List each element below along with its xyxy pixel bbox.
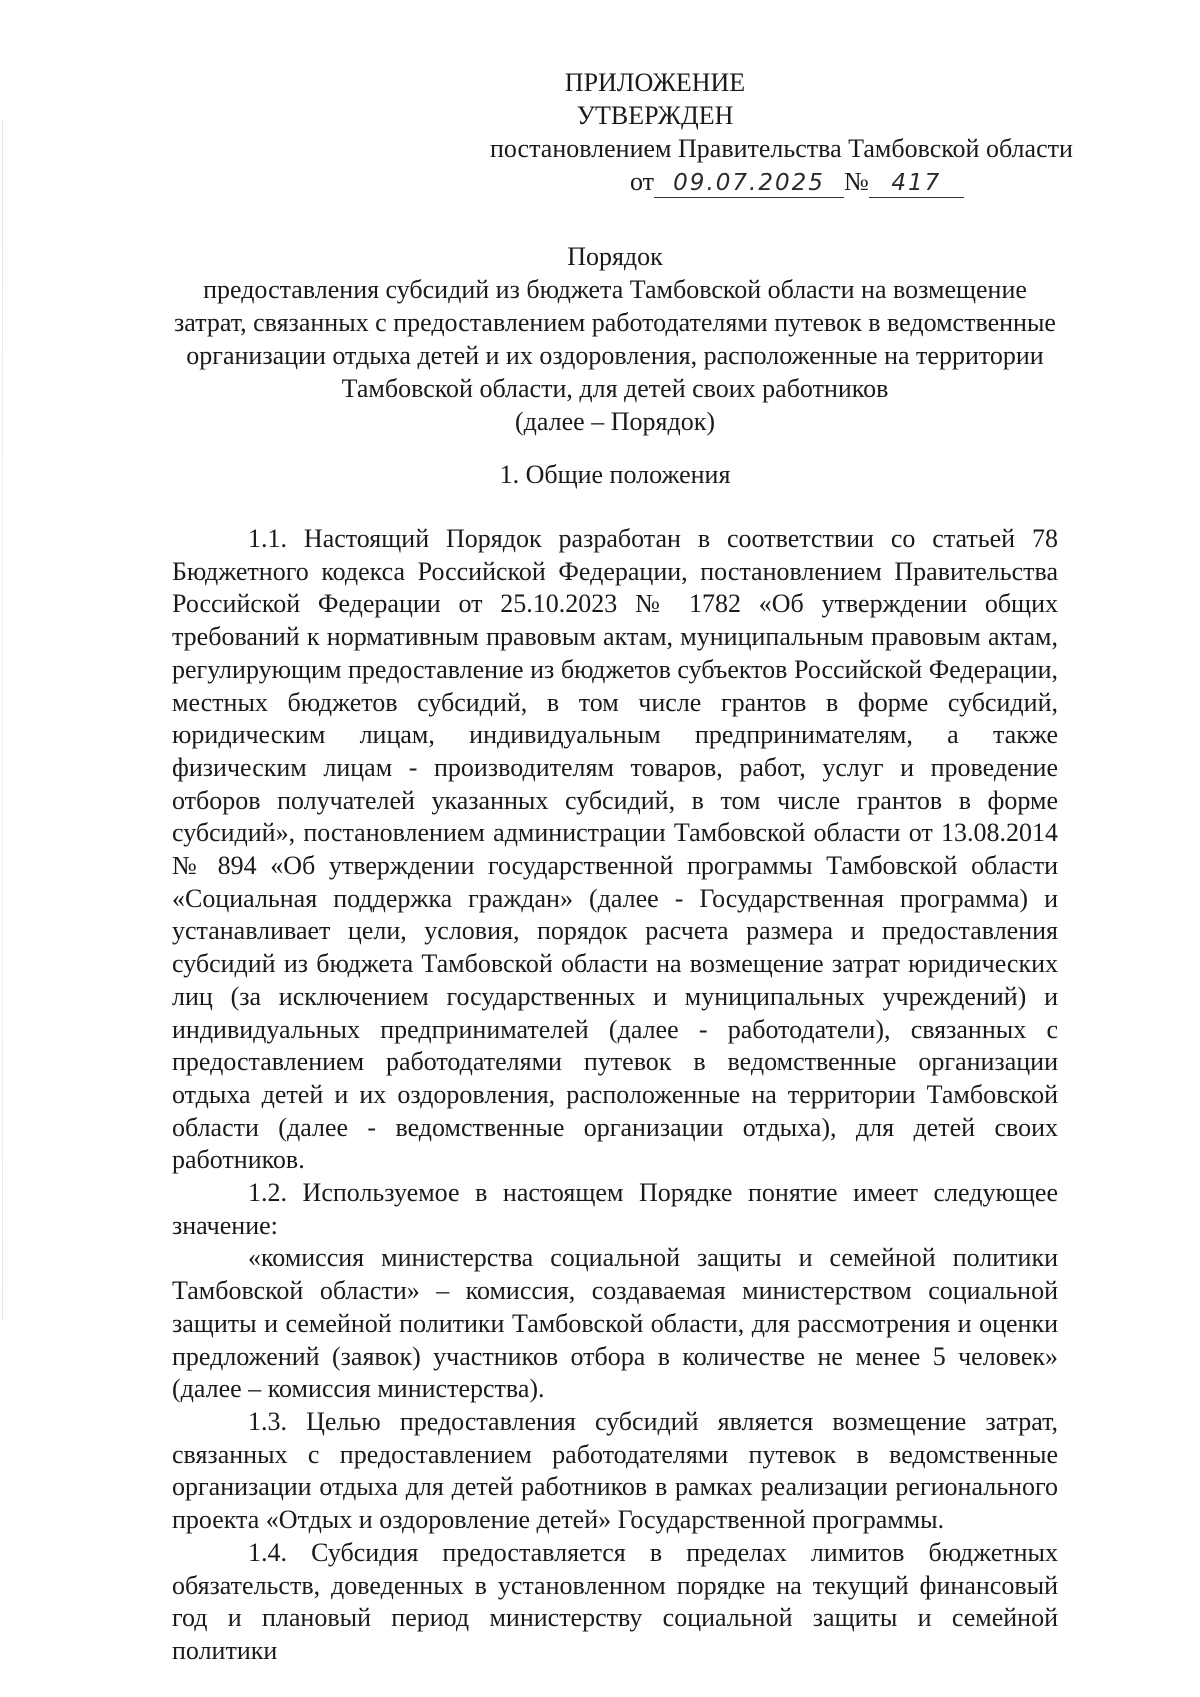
title-line-1: Порядок [567,242,663,271]
paragraph-1-4: 1.4. Субсидия предоставляется в пределах лимитов бюджетных обязательств, доведенных в установленном порядке на текущий финансовый год и плановый период министерству социальной защиты и семейной политики [172,1537,1058,1665]
handwritten-number: 417 [869,169,964,198]
title-line-6: (далее – Порядок) [515,407,715,436]
paragraph-1-2: 1.2. Используемое в настоящем Порядке понятие имеет следующее значение: [172,1178,1058,1240]
approved-label: УТВЕРЖДЕН [576,101,734,130]
paragraph-1-3: 1.3. Целью предоставления субсидий является возмещение затрат, связанных с предоставлением работодателями путевок в ведомственные организации отдыха для детей работников в рамках реализации регионального проекта «Отдых и оздоровление детей» Государственной программы. [172,1406,1058,1535]
title-line-2: предоставления субсидий из бюджета Тамбовской области на возмещение [203,275,1027,304]
paragraph-definition: «комиссия министерства социальной защиты и семейной политики Тамбовской области» – комиссия, создаваемая министерством социальной защиты и семейной политики Тамбовской области, для рассмотрения и оценки предложений (заявок) участников отбора в количестве не менее 5 человек» (далее – комиссия министерства). [172,1243,1058,1404]
section-heading: 1. Общие положения [499,460,731,489]
handwritten-date: 09.07.2025 [654,169,844,198]
decree-date-line [630,165,1130,198]
decree-label: постановлением Правительства Тамбовской области [490,134,1073,163]
title-line-4: организации отдыха детей и их оздоровления, расположенные на территории [186,341,1044,370]
approval-header [490,66,1130,198]
scan-edge [2,120,3,1320]
title-line-3: затрат, связанных с предоставлением работодателями путевок в ведомственные [174,308,1056,337]
document-title [170,240,1060,438]
number-label: № [844,167,869,196]
paragraph-1-1: 1.1. Настоящий Порядок разработан в соответствии со статьей 78 Бюджетного кодекса Российской Федерации, постановлением Правительства Российской Федерации от 25.10.2023 № 1782 «Об утверждении общих требований к нормативным правовым актам, муниципальным правовым актам, регулирующим предоставление из бюджетов субъектов Российской Федерации, местных бюджетов субсидий, в том числе грантов в форме субсидий, юридическим лицам, индивидуальным предпринимателям, а также физическим лицам - производителям товаров, работ, услуг и проведение отборов получателей указанных субсидий, в том числе грантов в форме субсидий», постановлением администрации Тамбовской области от 13.08.2014 № 894 «Об утверждении государственной программы Тамбовской области «Социальная поддержка граждан» (далее - Государственная программа) и устанавливает цели, условия, порядок расчета размера и предоставления субсидий из бюджета Тамбовской области на возмещение затрат юридических лиц (за исключением государственных и муниципальных учреждений) и индивидуальных предпринимателей (далее - работодатели), связанных с предоставлением работодателями путевок в ведомственные организации отдыха детей и их оздоровления, расположенные на территории Тамбовской области (далее - ведомственные организации отдыха), для детей своих работников. [172,524,1058,1175]
title-line-5: Тамбовской области, для детей своих работников [341,374,889,403]
appendix-label: ПРИЛОЖЕНИЕ [564,68,746,97]
document-body [172,523,1058,1668]
from-label: от [630,167,655,196]
